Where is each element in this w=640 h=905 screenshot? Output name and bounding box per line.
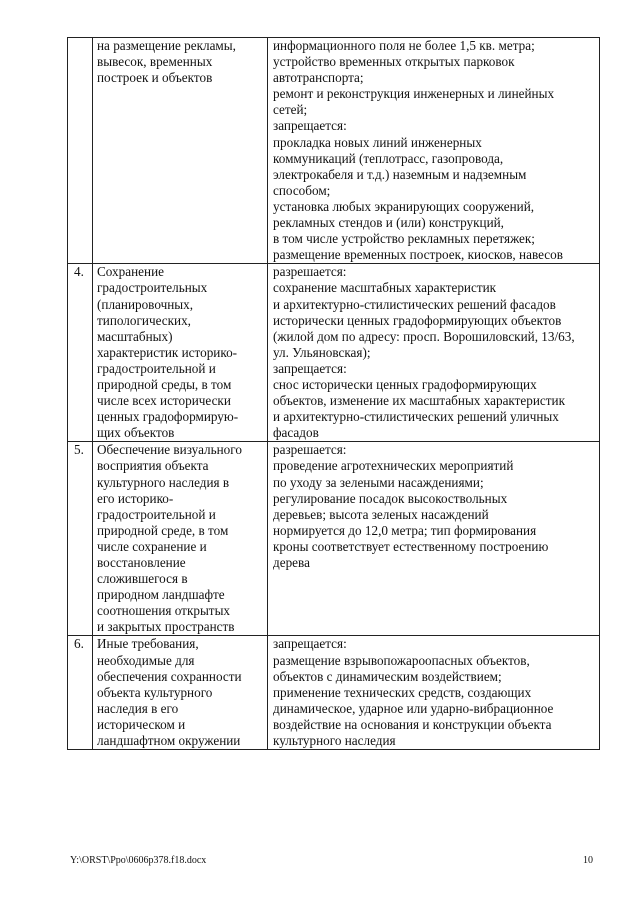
requirement-detail-line: исторически ценных градоформирующих объектов: [273, 312, 562, 328]
requirement-title-line: Сохранение: [97, 264, 164, 280]
footer-file-path: Y:\ORST\Ppo\0606p378.f18.docx: [70, 855, 207, 866]
requirement-detail-line: объектов, изменение их масштабных характеристик: [273, 393, 565, 409]
requirement-detail-line: деревьев; высота зеленых насаждений: [273, 506, 489, 522]
requirement-title-line: на размещение рекламы,: [97, 38, 236, 53]
requirement-detail-line: динамическое, ударное или ударно-вибрационное: [273, 700, 554, 716]
requirement-title-line: наследия в его: [97, 700, 179, 716]
requirement-title-line: необходимые для: [97, 652, 195, 668]
requirement-detail-line: и архитектурно-стилистических решений уличных: [273, 409, 559, 425]
requirement-detail-line: коммуникаций (теплотрасс, газопровода,: [273, 150, 504, 166]
requirements-table: [67, 37, 600, 750]
requirement-title-line: сложившегося в: [97, 571, 188, 587]
requirement-detail-line: объектов с динамическим воздействием;: [273, 668, 502, 684]
requirement-title-line: соотношения открытых: [97, 603, 231, 619]
requirement-detail-line: рекламных стендов и (или) конструкций,: [273, 215, 504, 231]
table-row: [68, 264, 600, 442]
requirement-title-line: (планировочных,: [97, 296, 194, 312]
table-row: [68, 442, 600, 636]
requirement-detail-line: снос исторически ценных градоформирующих: [273, 376, 537, 392]
requirement-title-line: его историко-: [97, 490, 174, 506]
requirement-detail-line: регулирование посадок высокоствольных: [273, 490, 508, 506]
requirement-title-line: Обеспечение визуального: [97, 442, 242, 458]
requirement-title-line: культурного наследия в: [97, 474, 230, 490]
requirement-title-line: типологических,: [97, 312, 191, 328]
requirement-detail-line: способом;: [273, 182, 331, 198]
requirement-title-line: и закрытых пространств: [97, 619, 235, 635]
requirement-detail-line: устройство временных открытых парковок: [273, 54, 515, 70]
row-number: 4.: [68, 264, 93, 442]
table-body: [68, 38, 600, 750]
requirement-detail-line: разрешается:: [273, 264, 347, 280]
table-row: [68, 636, 600, 750]
requirement-detail-line: применение технических средств, создающих: [273, 684, 532, 700]
requirement-detail-line: размещение временных построек, киосков, навесов: [273, 247, 563, 263]
requirement-title-line: Иные требования,: [97, 636, 199, 652]
requirement-title-line: восприятия объекта: [97, 458, 209, 474]
requirement-title-line: природном ландшафте: [97, 587, 225, 603]
requirement-detail-line: электрокабеля и т.д.) наземным и надземным: [273, 166, 527, 182]
requirement-detail-line: (жилой дом по адресу: просп. Ворошиловский, 13/63,: [273, 328, 575, 344]
requirement-title-line: ландшафтном окружении: [97, 733, 241, 749]
requirement-detail-line: кроны соответствует естественному построению: [273, 538, 549, 554]
requirement-title-line: восстановление: [97, 555, 186, 570]
requirement-details: [268, 38, 600, 264]
requirement-detail-line: запрещается:: [273, 636, 347, 652]
requirement-detail-line: запрещается:: [273, 360, 347, 376]
row-number: 6.: [68, 636, 93, 750]
table-row: [68, 38, 600, 264]
requirement-title: [93, 264, 268, 442]
requirement-title: [93, 442, 268, 636]
row-number: 5.: [68, 442, 93, 636]
requirement-detail-line: размещение взрывопожароопасных объектов,: [273, 652, 530, 668]
requirement-detail-line: культурного наследия: [273, 733, 396, 749]
requirement-detail-line: и архитектурно-стилистических решений фасадов: [273, 296, 556, 312]
requirement-detail-line: ул. Ульяновская);: [273, 344, 371, 360]
requirement-title-line: объекта культурного: [97, 684, 213, 700]
requirement-detail-line: фасадов: [273, 425, 319, 441]
requirement-title-line: историческом и: [97, 716, 186, 732]
requirement-detail-line: ремонт и реконструкция инженерных и линейных: [273, 86, 555, 102]
requirement-title-line: масштабных): [97, 328, 173, 344]
requirement-details: [268, 636, 600, 750]
footer-page-number: 10: [583, 855, 593, 866]
requirement-detail-line: прокладка новых линий инженерных: [273, 134, 482, 150]
requirement-detail-line: сохранение масштабных характеристик: [273, 280, 497, 296]
requirement-detail-line: информационного поля не более 1,5 кв. метра;: [273, 38, 535, 53]
requirement-title-line: числе всех исторически: [97, 393, 231, 409]
requirement-detail-line: нормируется до 12,0 метра; тип формирования: [273, 522, 537, 538]
requirement-detail-line: автотранспорта;: [273, 70, 364, 86]
requirement-title-line: обеспечения сохранности: [97, 668, 242, 684]
requirement-detail-line: по уходу за зелеными насаждениями;: [273, 474, 484, 490]
requirement-detail-line: воздействие на основания и конструкции объекта: [273, 716, 552, 732]
requirement-title: [93, 636, 268, 750]
requirement-title-line: характеристик историко-: [97, 344, 238, 360]
requirement-detail-line: установка любых экранирующих сооружений,: [273, 198, 535, 214]
requirement-title-line: природной среде, в том: [97, 522, 229, 538]
requirement-title-line: ценных градоформирую-: [97, 409, 239, 425]
requirement-detail-line: разрешается:: [273, 442, 347, 458]
requirement-detail-line: дерева: [273, 555, 310, 570]
requirement-details: [268, 264, 600, 442]
requirement-detail-line: запрещается:: [273, 118, 347, 134]
requirement-title-line: градостроительной и: [97, 506, 216, 522]
requirement-title-line: градостроительных: [97, 280, 208, 296]
requirement-title-line: градостроительной и: [97, 360, 216, 376]
requirement-details: [268, 442, 600, 636]
row-number: [68, 38, 93, 264]
requirement-title: [93, 38, 268, 264]
requirement-title-line: природной среды, в том: [97, 376, 232, 392]
requirement-title-line: построек и объектов: [97, 70, 213, 86]
requirement-detail-line: проведение агротехнических мероприятий: [273, 458, 514, 474]
requirement-title-line: числе сохранение и: [97, 538, 207, 554]
requirement-title-line: щих объектов: [97, 425, 175, 441]
requirement-title-line: вывесок, временных: [97, 54, 213, 70]
requirement-detail-line: в том числе устройство рекламных перетяжек;: [273, 231, 535, 247]
requirement-detail-line: сетей;: [273, 102, 308, 118]
